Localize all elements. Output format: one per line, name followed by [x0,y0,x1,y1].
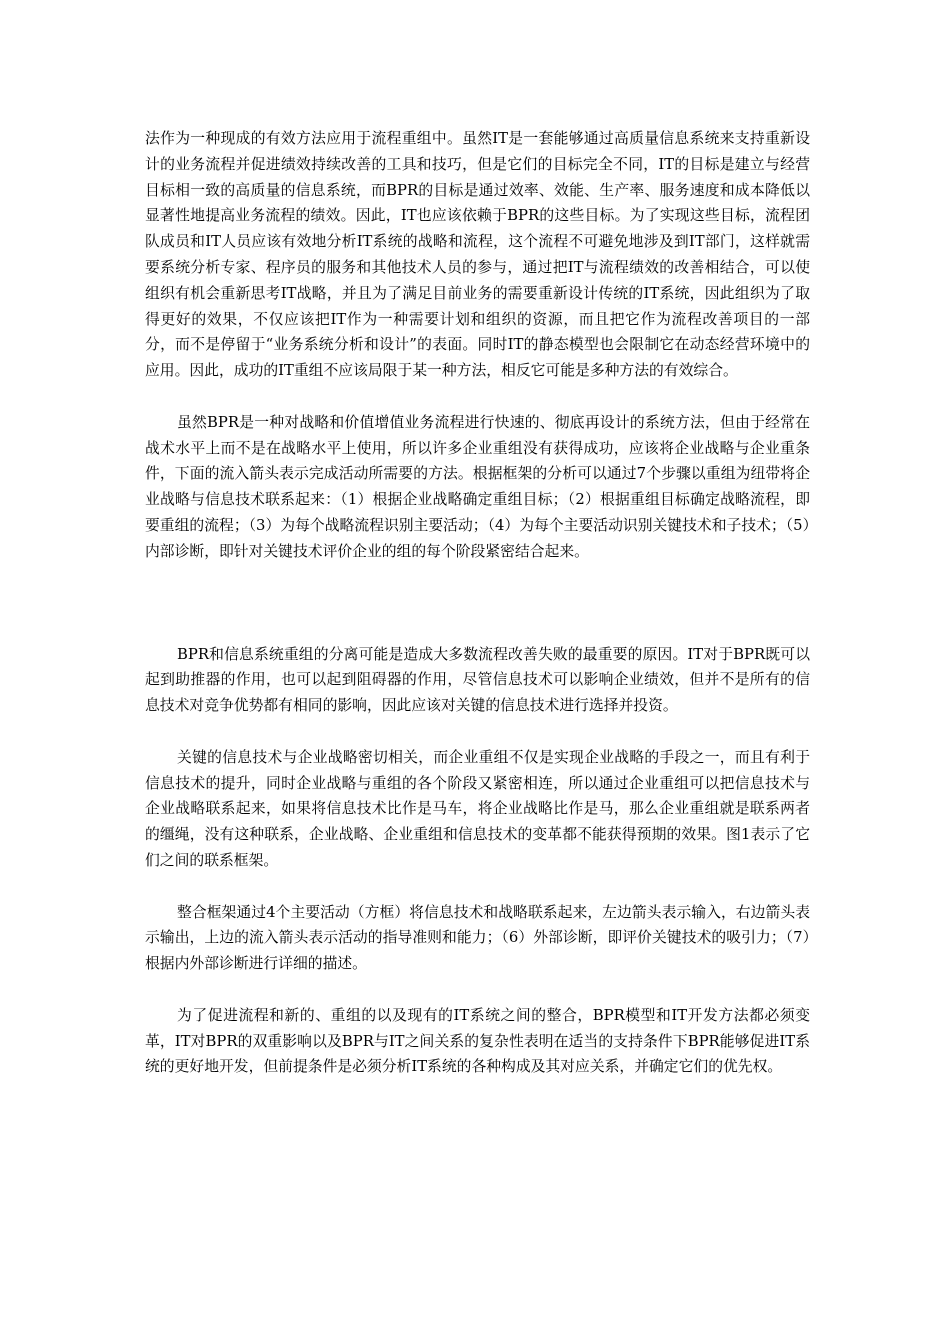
paragraph-integration-framework: 整合框架通过4个主要活动（方框）将信息技术和战略联系起来，左边箭头表示输入，右边箭头表示输出，上边的流入箭头表示活动的指导准则和能力；（6）外部诊断，即评价关键技术的吸引力；（7）根据内外部诊断进行详细的描述。 [145,903,810,973]
paragraph-spacer [145,977,810,1003]
paragraph-spacer [145,384,810,410]
paragraph-it-reengineering: 法作为一种现成的有效方法应用于流程重组中。虽然IT是一套能够通过高质量信息系统来支持重新设计的业务流程并促进绩效持续改善的工具和技巧，但是它们的目标完全不同，IT的目标是建立与经营目标相一致的高质量的信息系统，而BPR的目标是通过效率、效能、生产率、服务速度和成本降低以显著性地提高业务流程的绩效。因此，IT也应该依赖于BPR的这些目标。为了实现这些目标，流程团队成员和IT人员应该有效地分析IT系统的战略和流程，这个流程不可避免地涉及到IT部门，这样就需要系统分析专家、程序员的服务和其他技术人员的参与，通过把IT与流程绩效的改善相结合，可以使组织有机会重新思考IT战略，并且为了满足目前业务的需要重新设计传统的IT系统，因此组织为了取得更好的效果，不仅应该把IT作为一种需要计划和组织的资源，而且把它作为流程改善项目的一部分，而不是停留于“业务系统分析和设计”的表面。同时IT的静态模型也会限制它在动态经营环境中的应用。因此，成功的IT重组不应该局限于某一种方法，相反它可能是多种方法的有效综合。 [145,130,810,380]
paragraph-spacer [145,719,810,745]
paragraph-bpr-is-separation: BPR和信息系统重组的分离可能是造成大多数流程改善失败的最重要的原因。IT对于BPR既可以起到助推器的作用，也可以起到阻碍器的作用，尽管信息技术可以影响企业绩效，但并不是所有的信息技术对竞争优势都有相同的影响，因此应该对关键的信息技术进行选择并投资。 [145,645,810,715]
paragraph-key-it-strategy: 关键的信息技术与企业战略密切相关，而企业重组不仅是实现企业战略的手段之一，而且有利于信息技术的提升，同时企业战略与重组的各个阶段又紧密相连，所以通过企业重组可以把信息技术与企业战略联系起来，如果将信息技术比作是马车，将企业战略比作是马，那么企业重组就是联系两者的缰绳，没有这种联系，企业战略、企业重组和信息技术的变革都不能获得预期的效果。图1表示了它们之间的联系框架。 [145,748,810,869]
paragraph-spacer [145,874,810,900]
paragraph-spacer [145,565,810,642]
document-body [145,126,810,1080]
paragraph-bpr-strategy-steps: 虽然BPR是一种对战略和价值增值业务流程进行快速的、彻底再设计的系统方法，但由于经常在战术水平上而不是在战略水平上使用，所以许多企业重组没有获得成功，应该将企业战略与企业重条件，下面的流入箭头表示完成活动所需要的方法。根据框架的分析可以通过7个步骤以重组为纽带将企业战略与信息技术联系起来：（1）根据企业战略确定重组目标；（2）根据重组目标确定战略流程，即要重组的流程；（3）为每个战略流程识别主要活动；（4）为每个主要活动识别关键技术和子技术；（5）内部诊断，即针对关键技术评价企业的组的每个阶段紧密结合起来。 [145,413,810,560]
paragraph-process-it-integration: 为了促进流程和新的、重组的以及现有的IT系统之间的整合，BPR模型和IT开发方法都必须变革，IT对BPR的双重影响以及BPR与IT之间关系的复杂性表明在适当的支持条件下BPR能够促进IT系统的更好地开发，但前提条件是必须分析IT系统的各种构成及其对应关系，并确定它们的优先权。 [145,1006,810,1076]
